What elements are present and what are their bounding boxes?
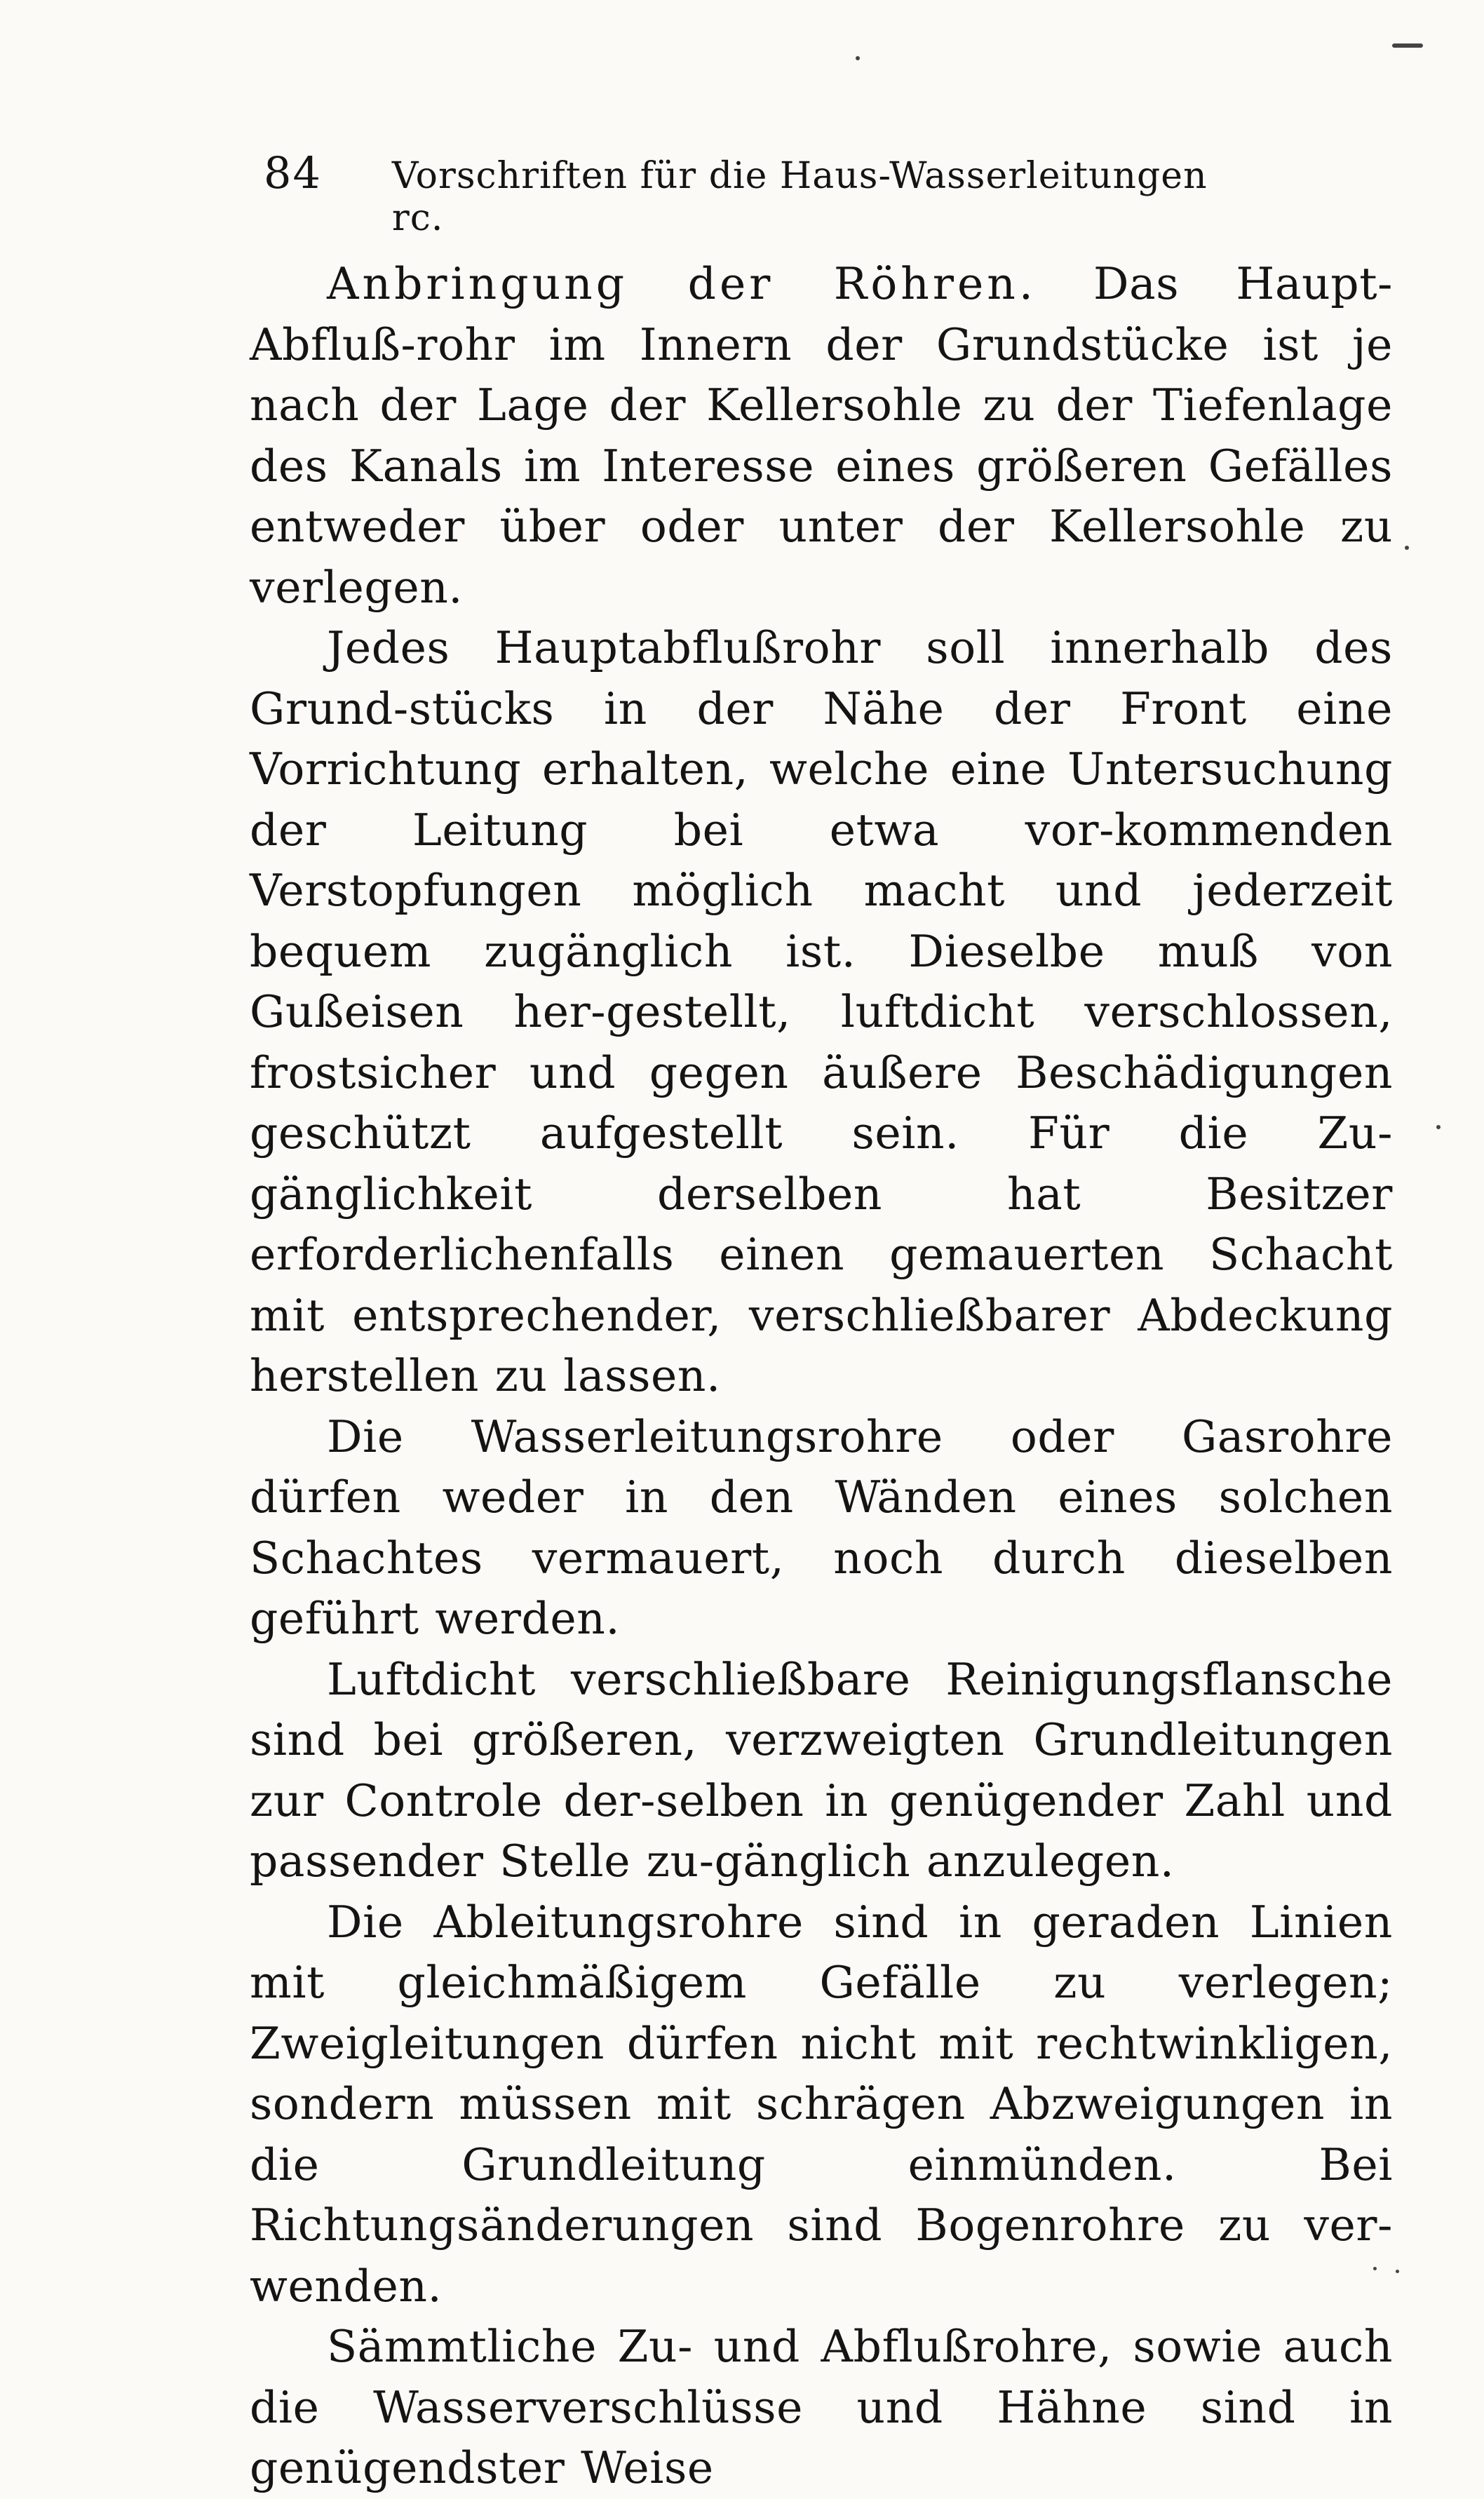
paragraph-text: Jedes Hauptabflußrohr soll innerhalb des Grund-stücks in der Nähe der Front eine Vorrichtung erhalten, welche eine Untersuchung der Leitung bei etwa vor-kommenden Verstopfungen möglich macht und jederzeit bequem zugänglich ist. Dieselbe muß von Gußeisen her-gestellt, luftdicht verschlossen, frostsicher und gegen äußere Beschädigungen geschützt aufgestellt sein. Für die Zu-gänglichkeit derselben hat Besitzer erforderlichenfalls einen gemauerten Schacht mit entsprechender, verschließbarer Abdeckung herstellen zu lassen. [250, 622, 1393, 1401]
scan-speck [1436, 1125, 1441, 1129]
body-text [250, 254, 1393, 2499]
paragraph-6 [250, 2317, 1393, 2499]
paragraph-text: Luftdicht verschließbare Reinigungsflansche sind bei größeren, verzweigten Grundleitungen zur Controle der-selben in genügender Zahl und passender Stelle zu-gänglich anzulegen. [250, 1653, 1393, 1887]
paragraph-3 [250, 1407, 1393, 1650]
paragraph-1 [250, 254, 1393, 618]
paragraph-text: Die Ableitungsrohre sind in geraden Linien mit gleichmäßigem Gefälle zu verlegen; Zweigleitungen dürfen nicht mit rechtwinkligen, sondern müssen mit schrägen Abzweigungen in die Grundleitung einmünden. Bei Richtungsänderungen sind Bogenrohre zu ver-wenden. [250, 1896, 1393, 2312]
scan-speck [1373, 2267, 1377, 2270]
paragraph-2 [250, 618, 1393, 1407]
scan-speck [1396, 2270, 1399, 2273]
paragraph-text: Die Wasserleitungsrohre oder Gasrohre dürfen weder in den Wänden eines solchen Schachtes vermauert, noch durch dieselben geführt werden. [250, 1410, 1393, 1644]
paragraph-5 [250, 1892, 1393, 2317]
paragraph-4 [250, 1650, 1393, 1892]
page-header [264, 147, 1246, 239]
paragraph-text: Das Haupt-Abfluß-rohr im Innern der Grundstücke ist je nach der Lage der Kellersohle zu der Tiefenlage des Kanals im Interesse eines größeren Gefälles entweder über oder unter der Kellersohle zu verlegen. [250, 258, 1394, 613]
scan-speck [1405, 546, 1409, 550]
section-heading: Anbringung der Röhren. [327, 258, 1037, 309]
scan-speck [856, 56, 860, 60]
scan-speck [1392, 43, 1423, 48]
page-number: 84 [264, 147, 322, 198]
paragraph-text: Sämmtliche Zu- und Abflußrohre, sowie auch die Wasserverschlüsse und Hähne sind in genügendster Weise [250, 2321, 1393, 2493]
running-title: Vorschriften für die Haus-Wasserleitungen ⁠rc. [391, 155, 1208, 239]
